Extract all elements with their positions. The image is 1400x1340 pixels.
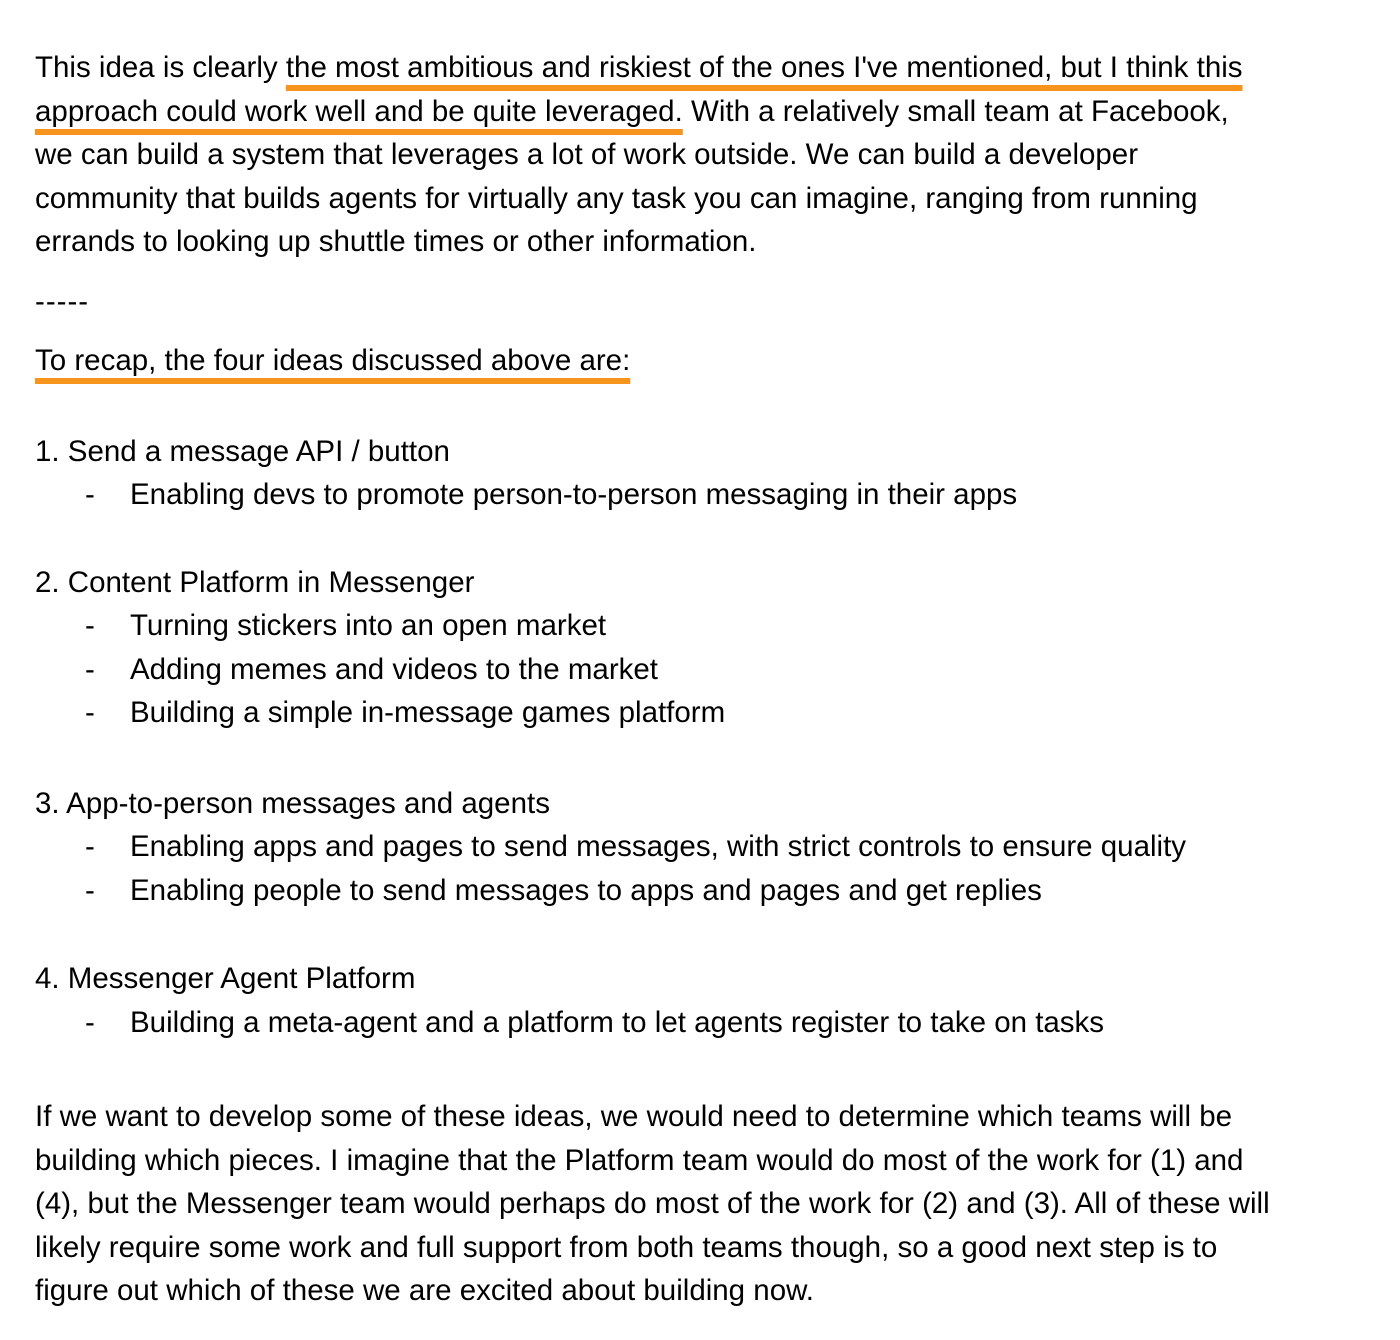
bullet-item xyxy=(35,825,1380,869)
highlighted-text: approach could work well and be quite leveraged. xyxy=(35,94,683,128)
closing-paragraph xyxy=(35,1095,1380,1313)
bullet-dash: - xyxy=(85,696,95,729)
text-segment: errands to looking up shuttle times or other information. xyxy=(35,225,757,258)
bullet-text: Building a simple in-message games platform xyxy=(130,696,726,729)
text-line: (4), but the Messenger team would perhaps do most of the work for (2) and (3). All of these will xyxy=(35,1187,1270,1220)
text-line xyxy=(35,133,1380,177)
intro-paragraph xyxy=(35,46,1380,264)
bullet-item xyxy=(35,1001,1380,1045)
bullet-dash: - xyxy=(85,873,95,907)
bullet-dash: - xyxy=(85,1005,95,1039)
bullet-dash: - xyxy=(85,652,95,686)
bullet-dash: - xyxy=(85,478,95,511)
text-line: building which pieces. I imagine that the Platform team would do most of the work for (1) and xyxy=(35,1143,1244,1177)
text-line xyxy=(35,90,1380,134)
bullet-text: Adding memes and videos to the market xyxy=(130,652,659,686)
bullet-text: Enabling people to send messages to apps and pages and get replies xyxy=(130,873,1042,907)
bullet-item xyxy=(35,648,1380,692)
text-line xyxy=(35,220,1380,264)
bullet-item xyxy=(35,604,1380,648)
section-title-2: 2. Content Platform in Messenger xyxy=(35,565,475,599)
highlighted-text: the most ambitious and riskiest of the ones I've mentioned, but I think this xyxy=(285,51,1243,84)
text-segment: This idea is clearly xyxy=(35,51,286,84)
separator-dashes: ----- xyxy=(35,284,90,318)
bullet-dash: - xyxy=(85,609,95,642)
text-line: likely require some work and full support from both teams though, so a good next step is to xyxy=(35,1230,1218,1264)
text-line: figure out which of these we are excited about building now. xyxy=(35,1274,814,1307)
highlighted-text: To recap, the four ideas discussed above are: xyxy=(35,344,631,377)
bullet-text: Building a meta-agent and a platform to let agents register to take on tasks xyxy=(130,1005,1105,1039)
bullet-text: Enabling devs to promote person-to-person messaging in their apps xyxy=(130,478,1018,511)
text-segment: With a relatively small team at Facebook, xyxy=(682,94,1229,128)
text-line: If we want to develop some of these ideas, we would need to determine which teams will be xyxy=(35,1100,1233,1133)
bullet-text: Turning stickers into an open market xyxy=(130,609,607,642)
bullet-dash: - xyxy=(85,830,95,863)
section-title-1: 1. Send a message API / button xyxy=(35,434,450,468)
bullet-item xyxy=(35,869,1380,913)
section-title-3: 3. App-to-person messages and agents xyxy=(35,786,550,820)
bullet-text: Enabling apps and pages to send messages, with strict controls to ensure quality xyxy=(130,830,1187,863)
text-line xyxy=(35,46,1380,90)
text-segment: we can build a system that leverages a lot of work outside. We can build a developer xyxy=(35,138,1139,171)
section-title-4: 4. Messenger Agent Platform xyxy=(35,962,416,995)
bullet-item xyxy=(35,473,1380,517)
text-line xyxy=(35,177,1380,221)
recap-heading xyxy=(35,339,1380,383)
text-segment: community that builds agents for virtually any task you can imagine, ranging from running xyxy=(35,181,1198,215)
bullet-item xyxy=(35,691,1380,735)
